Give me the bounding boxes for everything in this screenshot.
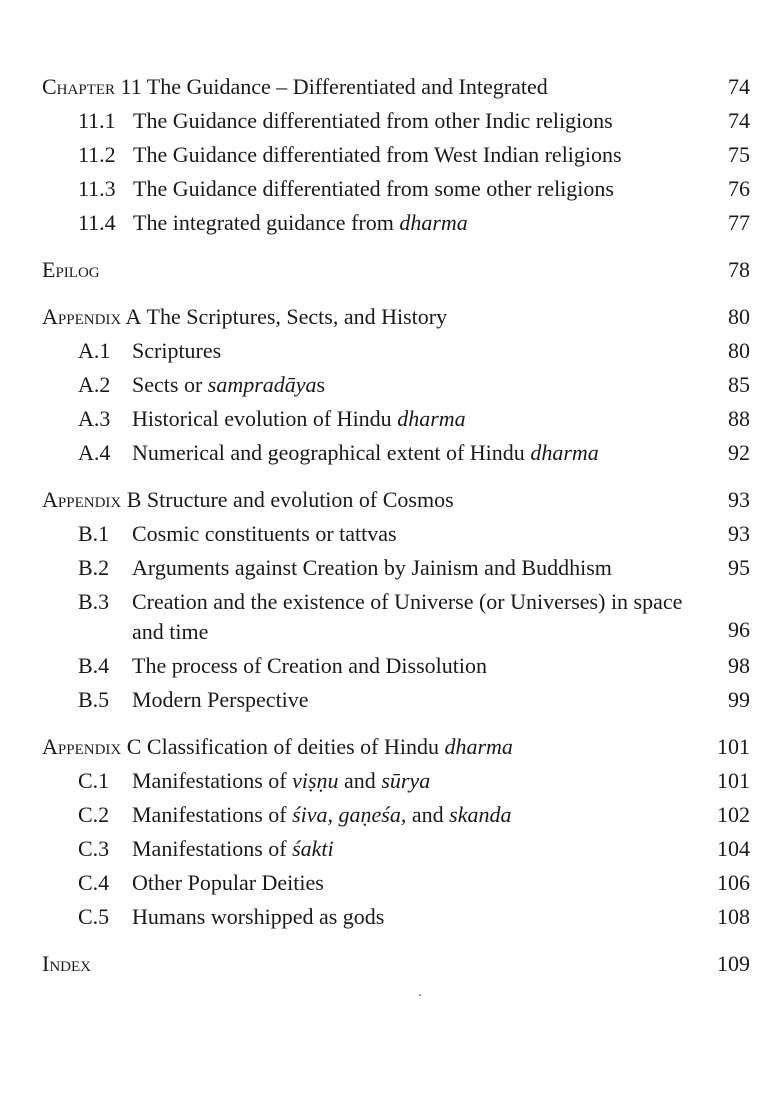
section-number: 11.3 — [78, 176, 116, 201]
heading-label: Chapter 11 — [42, 74, 142, 99]
toc-entry — [42, 104, 750, 138]
toc-heading — [42, 70, 750, 104]
title-segment: sūrya — [381, 768, 431, 793]
title-segment: Manifestations of — [132, 802, 293, 827]
entry-title — [132, 368, 690, 402]
entry-title — [132, 517, 690, 551]
title-segment: The Scriptures, Sects, and History — [141, 304, 448, 329]
title-segment: Sects or — [132, 372, 208, 397]
entry-title — [133, 206, 690, 240]
section-number: C.2 — [78, 802, 110, 827]
toc-entry — [42, 138, 750, 172]
entry-title — [132, 900, 690, 934]
title-segment: Structure and evolution of Cosmos — [141, 487, 454, 512]
page-number: 88 — [728, 406, 750, 431]
toc-entry — [42, 900, 750, 934]
toc-entry — [42, 402, 750, 436]
title-segment: gaṇeśa — [338, 802, 401, 827]
section-number: A.4 — [78, 440, 111, 465]
page-number: 106 — [717, 870, 750, 895]
toc-heading — [42, 947, 750, 981]
page-number: 76 — [728, 176, 750, 201]
section-number: B.4 — [78, 653, 110, 678]
toc-entry — [42, 683, 750, 717]
toc-entry — [42, 172, 750, 206]
page-number: 95 — [728, 555, 750, 580]
entry-title — [132, 683, 690, 717]
section-number: A.1 — [78, 338, 111, 363]
page-number: 92 — [728, 440, 750, 465]
entry-title — [132, 587, 690, 647]
page-number: 77 — [728, 210, 750, 235]
title-segment: Modern Perspective — [132, 687, 309, 712]
page-number: 80 — [728, 338, 750, 363]
page-number: 98 — [728, 653, 750, 678]
toc-group — [42, 730, 750, 934]
page-number: 74 — [728, 108, 750, 133]
page-number: 108 — [717, 904, 750, 929]
entry-title — [132, 832, 690, 866]
page-number: 78 — [728, 257, 750, 282]
toc-entry — [42, 551, 750, 585]
title-segment: Cosmic constituents or tattvas — [132, 521, 397, 546]
title-segment: śiva — [292, 802, 328, 827]
page-number: 104 — [717, 836, 750, 861]
section-number: C.1 — [78, 768, 110, 793]
page-number: 96 — [728, 617, 750, 642]
section-number: 11.4 — [78, 210, 116, 235]
title-segment: Manifestations of — [132, 768, 293, 793]
entry-title — [132, 436, 690, 470]
section-number: C.3 — [78, 836, 110, 861]
toc-group — [42, 70, 750, 240]
toc-group — [42, 300, 750, 470]
heading-label: Appendix A — [42, 304, 142, 329]
toc-entry — [42, 832, 750, 866]
title-segment: dharma — [399, 210, 468, 235]
toc-heading — [42, 253, 750, 287]
title-segment: Creation and the existence of Universe (or Universes) in space and time — [132, 589, 683, 644]
toc-entry — [42, 368, 750, 402]
section-number: C.5 — [78, 904, 110, 929]
title-segment: viṣṇu — [292, 768, 339, 793]
title-segment: The Guidance differentiated from West Indian religions — [133, 142, 622, 167]
title-segment: The Guidance differentiated from some other religions — [133, 176, 614, 201]
toc-group — [42, 483, 750, 717]
toc-heading — [42, 300, 750, 334]
entry-title — [132, 798, 690, 832]
toc-entry — [42, 517, 750, 551]
entry-title — [132, 866, 690, 900]
entry-title — [142, 74, 548, 99]
page-number: 93 — [728, 521, 750, 546]
title-segment: sampradāya — [207, 372, 317, 397]
title-segment: and — [338, 768, 382, 793]
page-number: 101 — [717, 768, 750, 793]
heading-label: Index — [42, 951, 91, 976]
title-segment: , and — [400, 802, 450, 827]
title-segment: The Guidance differentiated from other Indic religions — [133, 108, 613, 133]
toc-entry — [42, 866, 750, 900]
table-of-contents — [42, 70, 750, 981]
entry-title — [141, 304, 447, 329]
page-number: 80 — [728, 304, 750, 329]
heading-label: Appendix C — [42, 734, 142, 759]
title-segment: Other Popular Deities — [132, 870, 324, 895]
section-number: B.1 — [78, 521, 110, 546]
entry-title — [132, 764, 690, 798]
title-segment: Classification of deities of Hindu — [141, 734, 445, 759]
page-number: 102 — [717, 802, 750, 827]
section-number: B.2 — [78, 555, 110, 580]
entry-title — [132, 649, 690, 683]
title-segment: Numerical and geographical extent of Hindu — [132, 440, 531, 465]
title-segment: dharma — [530, 440, 599, 465]
section-number: B.5 — [78, 687, 110, 712]
toc-group — [42, 947, 750, 981]
title-segment: śakti — [292, 836, 334, 861]
section-number: 11.2 — [78, 142, 116, 167]
entry-title — [141, 487, 453, 512]
section-number: A.2 — [78, 372, 111, 397]
entry-title — [133, 104, 690, 138]
title-segment: , — [327, 802, 339, 827]
toc-entry — [42, 764, 750, 798]
entry-title — [133, 138, 690, 172]
title-segment: Humans worshipped as gods — [132, 904, 385, 929]
title-segment: The process of Creation and Dissolution — [132, 653, 487, 678]
page-number: 74 — [728, 74, 750, 99]
page-number: 93 — [728, 487, 750, 512]
section-number: B.3 — [78, 589, 110, 614]
entry-title — [132, 402, 690, 436]
toc-entry — [42, 585, 750, 649]
stray-dot — [419, 994, 421, 996]
page-number: 109 — [717, 951, 750, 976]
title-segment: The integrated guidance from — [133, 210, 400, 235]
toc-entry — [42, 206, 750, 240]
entry-title — [141, 734, 513, 759]
entry-title — [133, 172, 690, 206]
entry-title — [132, 334, 690, 368]
toc-entry — [42, 334, 750, 368]
title-segment: dharma — [397, 406, 466, 431]
title-segment: skanda — [449, 802, 512, 827]
toc-entry — [42, 436, 750, 470]
page-number: 101 — [717, 734, 750, 759]
section-number: 11.1 — [78, 108, 116, 133]
title-segment: dharma — [444, 734, 513, 759]
title-segment: s — [316, 372, 326, 397]
heading-label: Appendix B — [42, 487, 142, 512]
title-segment: Historical evolution of Hindu — [132, 406, 398, 431]
title-segment: Arguments against Creation by Jainism and Buddhism — [132, 555, 612, 580]
heading-label: Epilog — [42, 257, 100, 282]
page-number: 75 — [728, 142, 750, 167]
toc-entry — [42, 798, 750, 832]
section-number: A.3 — [78, 406, 111, 431]
title-segment: Scriptures — [132, 338, 222, 363]
title-segment: Manifestations of — [132, 836, 293, 861]
toc-group — [42, 253, 750, 287]
toc-heading — [42, 730, 750, 764]
toc-heading — [42, 483, 750, 517]
entry-title — [132, 551, 690, 585]
page-number: 85 — [728, 372, 750, 397]
section-number: C.4 — [78, 870, 110, 895]
toc-entry — [42, 649, 750, 683]
page-number: 99 — [728, 687, 750, 712]
title-segment: The Guidance – Differentiated and Integrated — [141, 74, 548, 99]
